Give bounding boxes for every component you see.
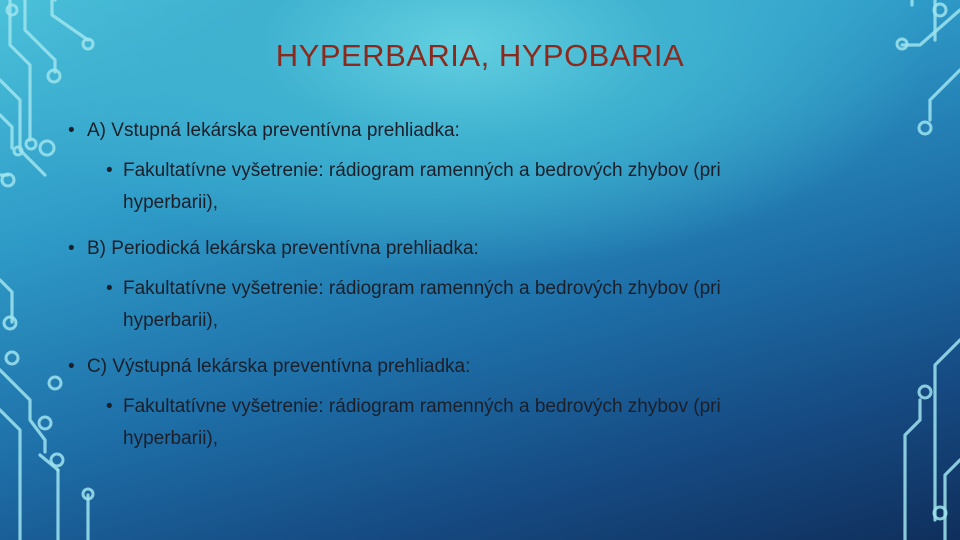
section-heading-text: A) Vstupná lekárska preventívna prehliadka: [87,120,460,141]
section-c-heading [60,354,920,380]
slide-content [60,118,920,455]
bullet: • [68,238,75,259]
item-line-2: hyperbarii), [123,192,219,213]
item-line-1: Fakultatívne vyšetrenie: rádiogram ramenných a bedrových zhybov (pri [123,396,721,417]
item-line-1: Fakultatívne vyšetrenie: rádiogram ramenných a bedrových zhybov (pri [123,160,721,181]
section-heading-text: B) Periodická lekárska preventívna prehliadka: [87,238,479,259]
bullet: • [106,396,113,417]
item-line-2: hyperbarii), [123,428,219,449]
section-b-item [60,273,920,337]
section-a-heading [60,118,920,144]
section-heading-text: C) Výstupná lekárska preventívna prehliadka: [87,356,471,377]
bullet: • [68,356,75,377]
item-line-2: hyperbarii), [123,310,219,331]
item-line-1: Fakultatívne vyšetrenie: rádiogram ramenných a bedrových zhybov (pri [123,278,721,299]
section-c-item [60,391,920,455]
section-a-item [60,155,920,219]
bullet: • [68,120,75,141]
bullet: • [106,160,113,181]
bullet: • [106,278,113,299]
section-b-heading [60,236,920,262]
slide-title: HYPERBARIA, HYPOBARIA [275,38,685,73]
